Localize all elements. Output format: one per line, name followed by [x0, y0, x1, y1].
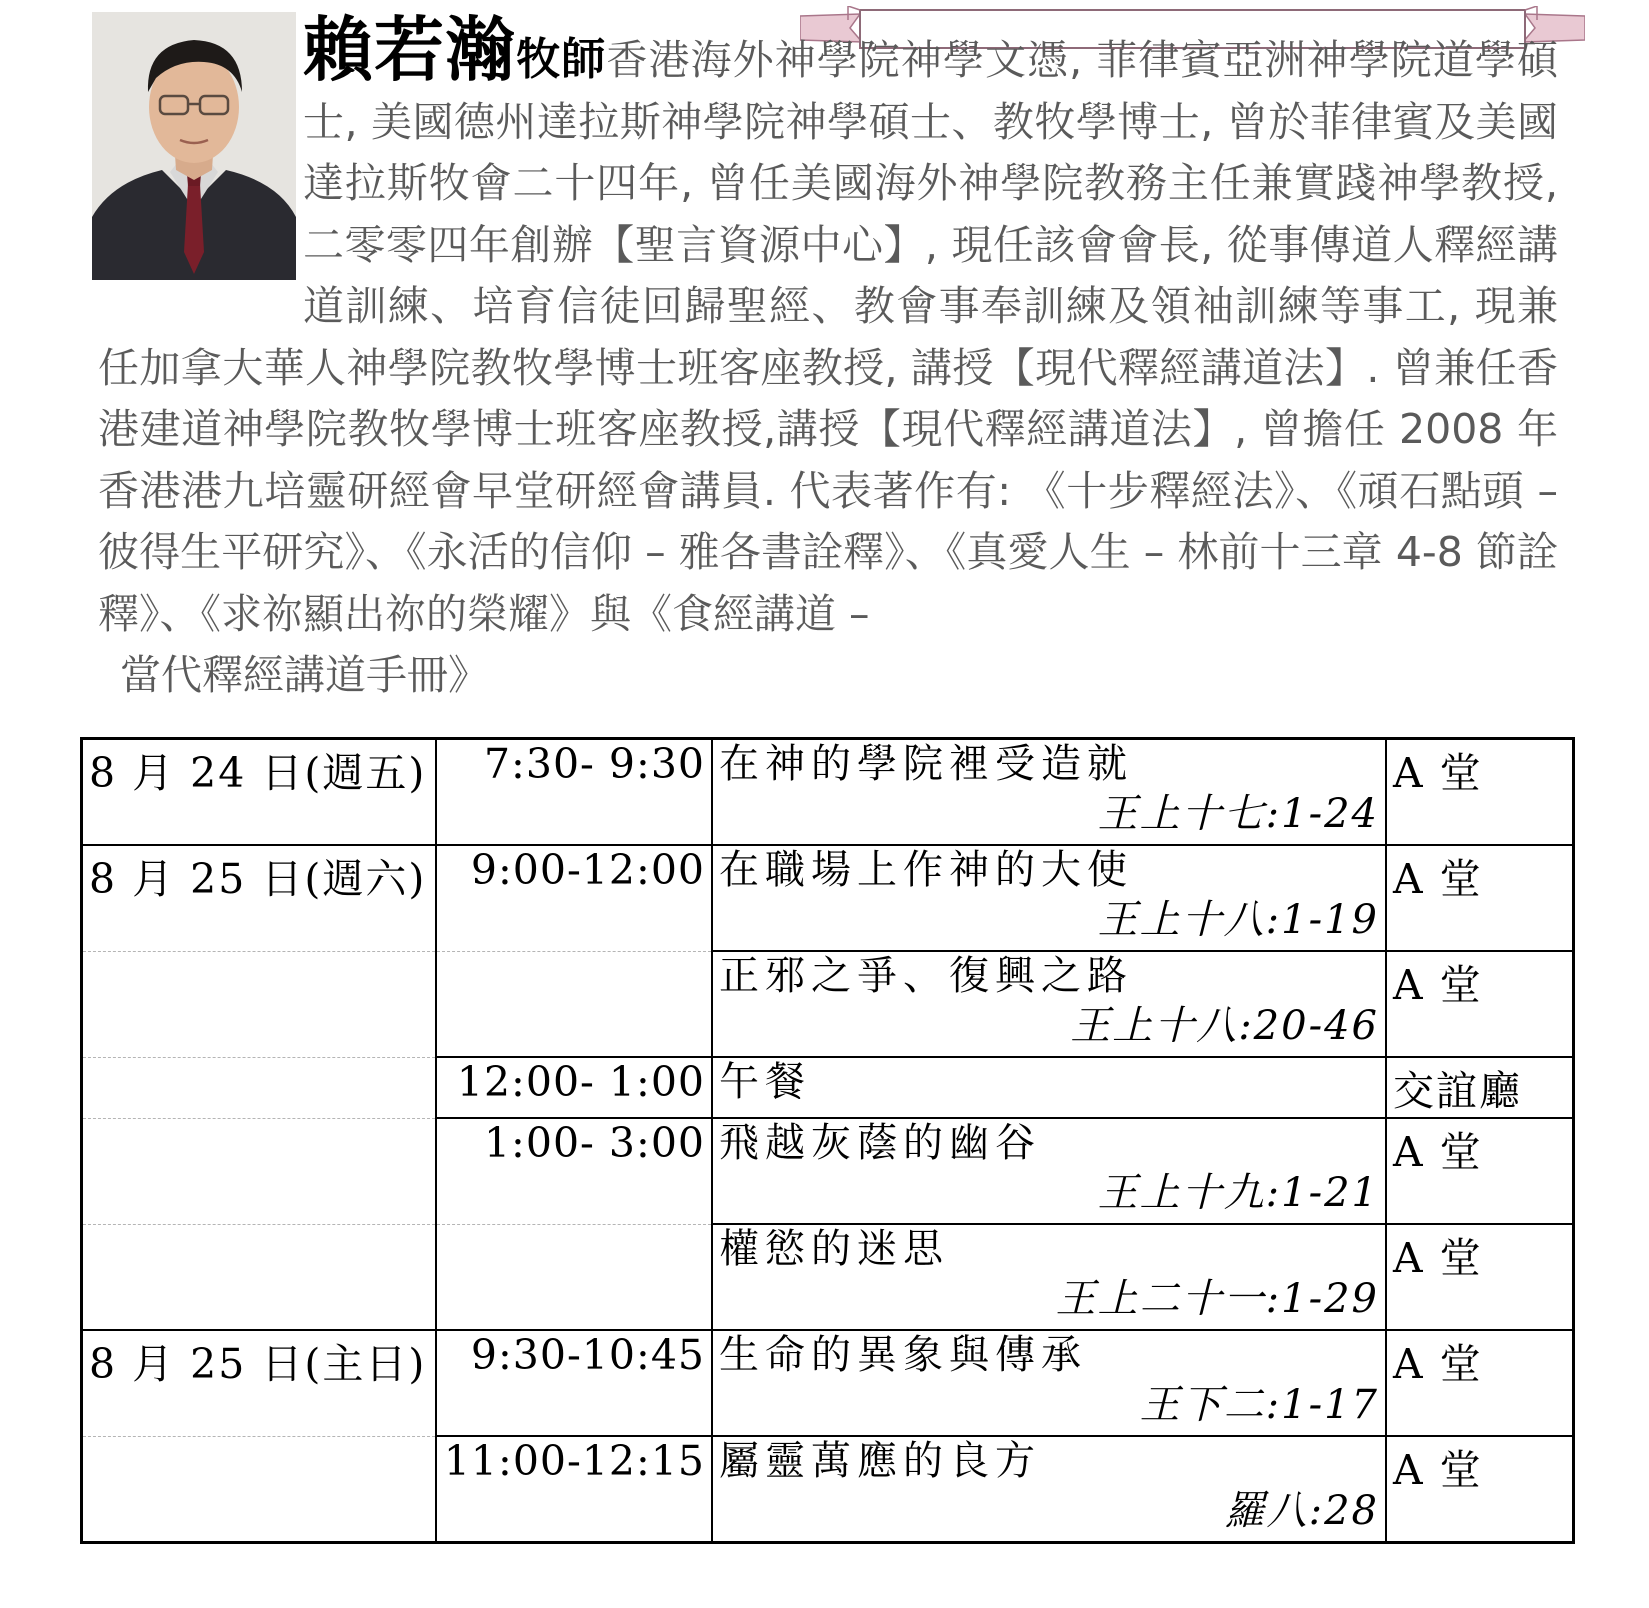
schedule-venue: A 堂 [1386, 1436, 1574, 1543]
schedule-time [436, 1224, 712, 1330]
schedule-date [82, 1224, 437, 1330]
speaker-name: 賴若瀚 [303, 8, 517, 91]
schedule-venue: A 堂 [1386, 1118, 1574, 1224]
session-topic: 飛越灰蔭的幽谷 [719, 1120, 1041, 1166]
session-scripture: 王上十八:1-19 [1097, 897, 1379, 943]
session-topic: 屬靈萬應的良方 [719, 1438, 1041, 1484]
schedule-session [712, 1436, 1386, 1543]
schedule-time: 12:00- 1:00 [436, 1057, 712, 1118]
schedule-venue: A 堂 [1386, 1330, 1574, 1436]
session-scripture: 王上十九:1-21 [1097, 1170, 1379, 1216]
schedule-session [712, 1330, 1386, 1436]
table-row [82, 739, 1574, 846]
schedule-time: 11:00-12:15 [436, 1436, 712, 1543]
schedule-time: 1:00- 3:00 [436, 1118, 712, 1224]
session-topic: 生命的異象與傳承 [719, 1332, 1087, 1378]
session-scripture: 王上十七:1-24 [1097, 791, 1379, 837]
table-row [82, 845, 1574, 951]
schedule-session [712, 1224, 1386, 1330]
schedule-venue: A 堂 [1386, 739, 1574, 846]
session-topic: 正邪之爭、復興之路 [719, 953, 1133, 999]
schedule-date: 8 月 24 日(週五) [82, 739, 437, 846]
session-scripture: 王上二十一:1-29 [1055, 1276, 1379, 1322]
schedule-venue: A 堂 [1386, 1224, 1574, 1330]
schedule-session [712, 739, 1386, 846]
schedule-session [712, 951, 1386, 1057]
schedule-date [82, 1118, 437, 1224]
schedule-time: 9:00-12:00 [436, 845, 712, 951]
table-row [82, 1224, 1574, 1330]
schedule-date [82, 1057, 437, 1118]
speaker-bio-last-line: 當代釋經講道手冊》 [120, 651, 489, 699]
schedule-session [712, 1057, 1386, 1118]
schedule-time: 7:30- 9:30 [436, 739, 712, 846]
session-topic: 在神的學院裡受造就 [719, 741, 1133, 787]
speaker-bio [98, 8, 1559, 707]
session-scripture: 王下二:1-17 [1139, 1382, 1379, 1428]
table-row [82, 1057, 1574, 1118]
session-topic: 權慾的迷思 [719, 1226, 949, 1272]
session-scripture: 羅八:28 [1224, 1488, 1379, 1534]
schedule-date: 8 月 25 日(週六) [82, 845, 437, 951]
table-row [82, 951, 1574, 1057]
schedule-venue: A 堂 [1386, 951, 1574, 1057]
table-row [82, 1118, 1574, 1224]
schedule-session [712, 1118, 1386, 1224]
schedule-time: 9:30-10:45 [436, 1330, 712, 1436]
schedule-session [712, 845, 1386, 951]
speaker-bio-text: 香港海外神學院神學文憑, 菲律賓亞洲神學院道學碩士, 美國德州達拉斯神學院神學碩士、教牧學博士, 曾於菲律賓及美國達拉斯牧會二十四年, 曾任美國海外神學院教務主任兼實踐神學教授, 二零零四年創辦【聖言資源中心】, 現任該會會長, 從事傳道人釋經講道訓練、培育信徒回歸聖經、教會事奉訓練及領袖訓練等事工, 現兼任加拿大華人神學院教牧學博士班客座教授, 講授【現代釋經講道法】. 曾兼任香港建道神學院教牧學博士班客座教授,講授【現代釋經講道法】, 曾擔任 2008 年香港港九培靈研經會早堂研經會講員. 代表著作有: 《十步釋經法》、《頑石點頭 – 彼得生平研究》、《永活的信仰 – 雅各書詮釋》、《真愛人生 – 林前十三章 4-8 節詮釋》、《求祢顯出祢的榮耀》與《食經講道 – [98, 36, 1559, 638]
speaker-title: 牧師 [516, 34, 607, 85]
schedule-date [82, 951, 437, 1057]
schedule-date: 8 月 25 日(主日) [82, 1330, 437, 1436]
schedule-date [82, 1436, 437, 1543]
session-scripture: 王上十八:20-46 [1070, 1003, 1379, 1049]
table-row [82, 1436, 1574, 1543]
schedule-time [436, 951, 712, 1057]
schedule-venue: 交誼廳 [1386, 1057, 1574, 1118]
session-topic: 在職場上作神的大使 [719, 847, 1133, 893]
session-topic: 午餐 [719, 1059, 811, 1105]
schedule-table [80, 737, 1575, 1544]
table-row [82, 1330, 1574, 1436]
schedule-venue: A 堂 [1386, 845, 1574, 951]
